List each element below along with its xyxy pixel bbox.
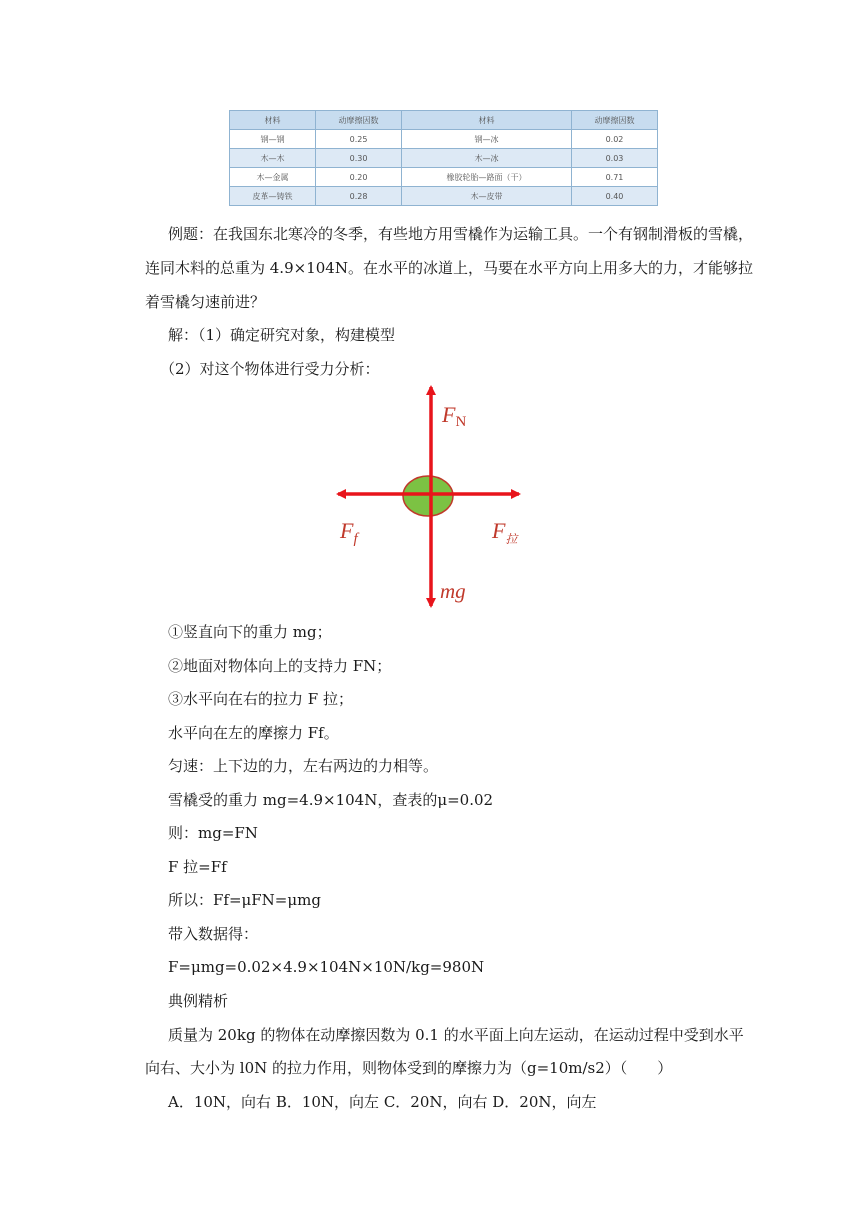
table-cell: 木—冰 [402,149,572,168]
table-cell: 木—木 [230,149,316,168]
example-line-3: 着雪橇匀速前进？ [145,293,266,311]
question-line-2: 向右、大小为 l0N 的拉力作用，则物体受到的摩擦力为（g=10m/s2）（ ） [145,1059,673,1077]
result-line: F=μmg=0.02×4.9×104N×10N/kg=980N [168,958,485,976]
table-cell: 0.25 [316,130,402,149]
given-data-line: 雪橇受的重力 mg=4.9×104N，查表的μ=0.02 [168,791,494,809]
question-line-1: 质量为 20kg 的物体在动摩擦因数为 0.1 的水平面上向左运动，在运动过程中受到水平 [168,1026,744,1044]
table-cell: 0.30 [316,149,402,168]
object-body [403,476,453,516]
equation-line-3: 所以：Ff=μFN=μmg [168,891,321,909]
force-item-4: 水平向在左的摩擦力 Ff。 [168,724,339,742]
table-cell: 钢—钢 [230,130,316,149]
table-cell: 皮革—铸铁 [230,187,316,206]
table-header-cell: 材料 [402,111,572,130]
uniform-motion-note: 匀速：上下边的力，左右两边的力相等。 [168,757,439,775]
table-header-cell: 动摩擦因数 [316,111,402,130]
example-line-1: 例题：在我国东北寒冷的冬季，有些地方用雪橇作为运输工具。一个有钢制滑板的雪橇， [168,225,754,243]
answer-options: A．10N，向右 B．10N，向左 C．20N，向右 D．20N，向左 [168,1093,597,1111]
equation-line-1: 则：mg=FN [168,824,258,842]
solution-step-1: 解：（1）确定研究对象，构建模型 [168,326,396,344]
table-header-cell: 动摩擦因数 [571,111,657,130]
table-row [230,168,658,187]
example-line-2: 连同木料的总重为 4.9×104N。在水平的冰道上，马要在水平方向上用多大的力，才能够拉 [145,259,753,277]
force-item-2: ②地面对物体向上的支持力 FN； [168,657,392,675]
table-cell: 0.71 [571,168,657,187]
table-cell: 木—皮带 [402,187,572,206]
friction-label: $F_f$ [340,518,358,547]
table-cell: 0.40 [571,187,657,206]
normal-force-label: FN [442,402,467,430]
table-cell: 橡胶轮胎—路面（干） [402,168,572,187]
table-row [230,149,658,168]
table-header-row [230,111,658,130]
table-row [230,130,658,149]
force-diagram [300,370,560,615]
table-cell: 钢—冰 [402,130,572,149]
table-cell: 木—金属 [230,168,316,187]
solution-step-2: （2）对这个物体进行受力分析： [160,360,380,378]
table-header-cell: 材料 [230,111,316,130]
practice-heading: 典例精析 [168,992,229,1010]
force-item-3: ③水平向在右的拉力 F 拉； [168,690,353,708]
gravity-label: mg [440,579,466,603]
table-cell: 0.28 [316,187,402,206]
substitute-line: 带入数据得： [168,925,259,943]
table-cell: 0.20 [316,168,402,187]
table-cell: 0.02 [571,130,657,149]
force-item-1: ①竖直向下的重力 mg； [168,623,332,641]
pull-force-label: $F_拉$ [492,518,518,546]
table-row [230,187,658,206]
equation-line-2: F 拉=Ff [168,858,227,876]
friction-coefficient-table [229,110,658,206]
table-cell: 0.03 [571,149,657,168]
